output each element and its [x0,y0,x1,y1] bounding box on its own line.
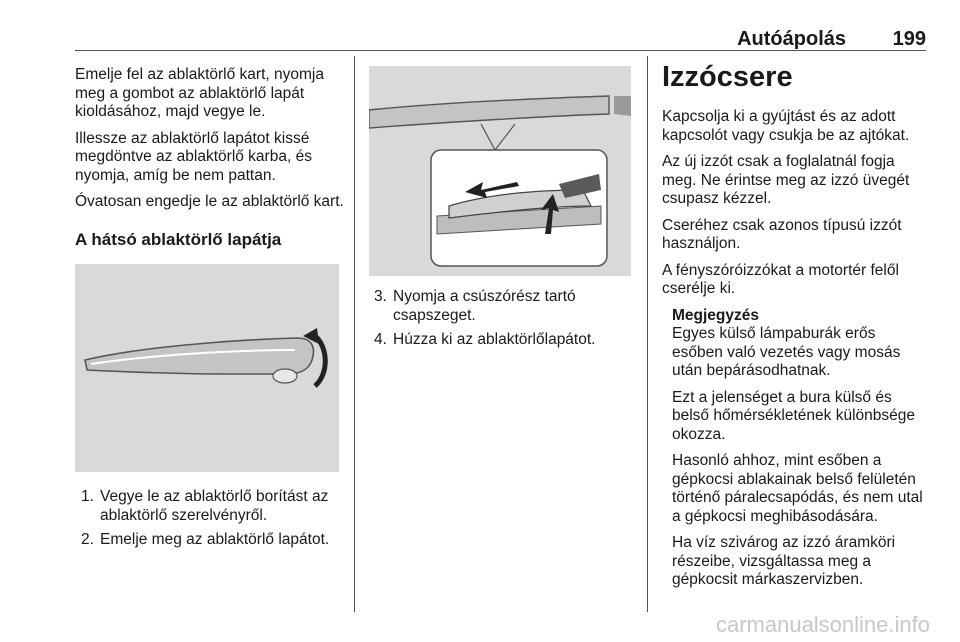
page-number: 199 [892,28,926,50]
section-heading: Izzócsere [662,61,793,93]
header-rule [75,50,926,51]
column-3 [662,60,928,598]
paragraph: A fényszóróizzókat a motortér felől cserélje ki. [662,261,899,297]
paragraph: Óvatosan engedje le az ablaktörlő kart. [75,193,344,210]
header-title: Autóápolás [737,28,846,50]
step-text: Nyomja a csúszórész tartó csapszeget. [393,288,576,324]
subheading: A hátsó ablaktörlő lapátja [75,229,282,249]
note-box [662,307,928,590]
note-paragraph: Hasonló ahhoz, mint esőben a gépkocsi ablakainak belső felületén történő páralecsapódás, és nem utal a gépkocsi meghibásodására. [672,452,923,525]
paragraph: Cseréhez csak azonos típusú izzót használjon. [662,216,902,252]
step-number: 2. [81,531,94,548]
note-title: Megjegyzés [672,306,760,324]
column-divider-2 [647,56,648,612]
paragraph: Emelje fel az ablaktörlő kart, nyomja meg a gombot az ablaktörlő lapát kioldásához, majd vegye le. [75,66,324,120]
page-header [75,28,926,50]
list-item [75,531,350,550]
note-paragraph: Ha víz szivárog az izzó áramköri részeibe, vizsgáltassa meg a gépkocsit márkaszervizben. [672,534,896,588]
watermark: carmanualsonline.info [715,612,930,637]
column-1 [75,66,345,250]
list-item [368,288,638,325]
list-item [368,331,638,350]
steps-list-1 [75,488,350,556]
column-2 [368,288,638,356]
note-paragraph: Ezt a jelenséget a bura külső és belső hőmérsékletének különbsége okozza. [672,388,915,443]
rear-wiper-illustration [75,264,339,472]
column-divider-1 [354,56,355,612]
step-text: Emelje meg az ablaktörlő lapátot. [100,531,330,548]
step-text: Vegye le az ablaktörlő borítást az ablaktörlő szerelvényről. [100,488,329,524]
step-number: 3. [374,288,387,305]
paragraph: Kapcsolja ki a gyújtást és az adott kapcsolót vagy csukja be az ajtókat. [662,108,910,144]
paragraph: Illessze az ablaktörlő lapátot kissé megdöntve az ablaktörlő karba, és nyomja, amíg be nem pattan. [75,129,312,184]
list-item [75,488,350,525]
step-number: 4. [374,331,387,348]
note-paragraph: Egyes külső lámpaburák erős esőben való vezetés vagy mosás után bepárásodhatnak. [672,325,901,379]
paragraph: Az új izzót csak a foglalatnál fogja meg. Ne érintse meg az izzó üvegét csupasz kézzel. [662,153,910,207]
step-text: Húzza ki az ablaktörlőlapátot. [393,331,596,348]
step-number: 1. [81,488,94,505]
wiper-blade-removal-illustration [369,66,631,276]
